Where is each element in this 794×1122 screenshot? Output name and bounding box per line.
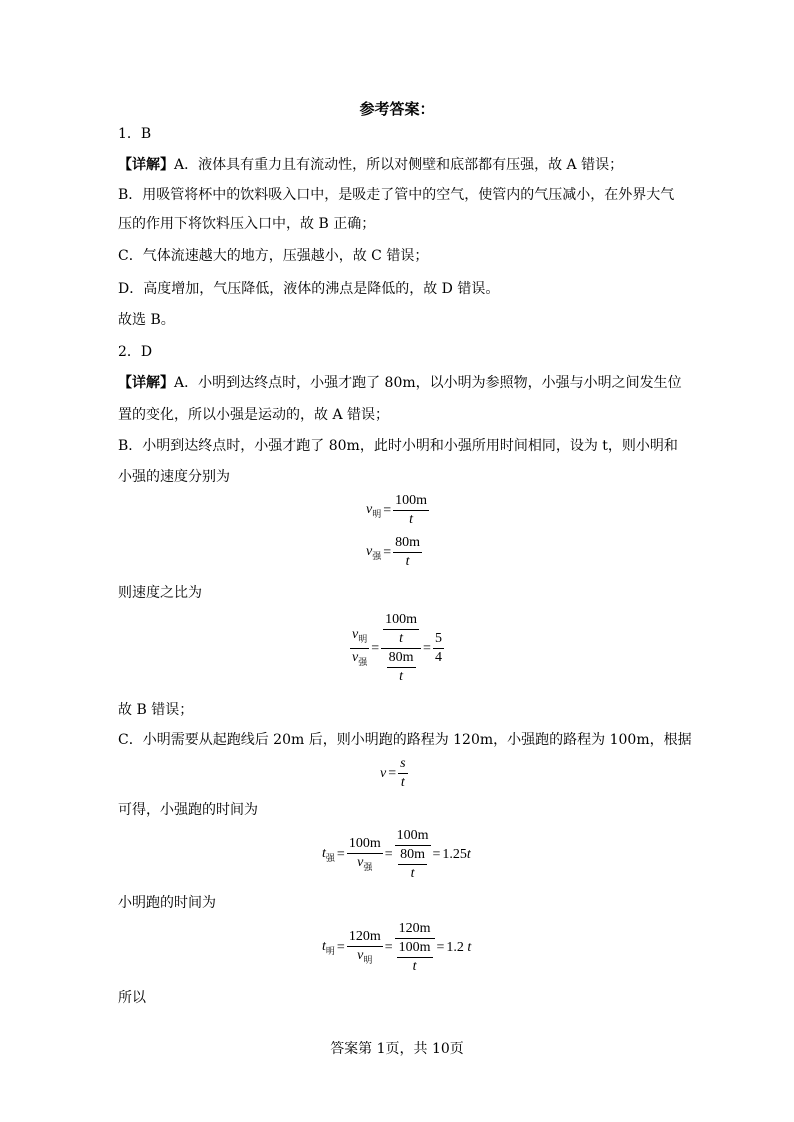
q2-line-a1: 【详解】A．小明到达终点时，小强才跑了 80m，以小明为参照物，小强与小明之间发生位 — [118, 375, 682, 391]
q2-ratio-intro: 则速度之比为 — [118, 585, 202, 601]
q1-line-a: 【详解】A．液体具有重力且有流动性，所以对侧壁和底部都有压强，故 A 错误； — [118, 157, 624, 173]
q2-so: 所以 — [118, 990, 146, 1006]
formula-v-qiang: $v_强$ = $\frac{80m}{t}$ — [366, 535, 421, 569]
q2-b-conclusion: 故 B 错误； — [118, 702, 194, 718]
q1-line-b1: B．用吸管将杯中的饮料吸入口中，是吸走了管中的空气，使管内的气压减小，在外界大气 — [118, 187, 675, 203]
q2-line-a2: 置的变化，所以小强是运动的，故 A 错误； — [118, 407, 390, 423]
q1-number: 1．B — [118, 126, 152, 142]
q2-line-b2: 小强的速度分别为 — [118, 469, 230, 485]
formula-t-ming: $t_明$ = $\frac{120m}{v_明}$ = $\frac{120m}{\frac{100m}{t}}$ = 1.2 t — [322, 921, 472, 974]
page-footer: 答案第 1页，共 10页 — [330, 1041, 464, 1057]
q1-line-b2: 压的作用下将饮料压入口中，故 B 正确； — [118, 216, 376, 232]
q1-conclusion: 故选 B。 — [118, 312, 175, 328]
detail-tag: 【详解】 — [118, 375, 174, 391]
q2-c-ming-time: 小明跑的时间为 — [118, 895, 216, 911]
q2-c-get: 可得，小强跑的时间为 — [118, 802, 258, 818]
formula-speed-ratio: $\frac{v_明}{v_强}$ = $\frac{\frac{100m}{t}}{\frac{80m}{t}}$ = $\frac{5}{4}$ — [352, 612, 442, 684]
formula-t-qiang: $t_强$ = $\frac{100m}{v_强}$ = $\frac{100m}{\frac{80m}{t}}$ = 1.25t — [322, 828, 471, 881]
page-title: 参考答案： — [359, 100, 435, 118]
q2-line-c1: C．小明需要从起跑线后 20m 后，则小明跑的路程为 120m，小强跑的路程为 100m，根据 — [118, 732, 692, 748]
q2-line-b1: B．小明到达终点时，小强才跑了 80m，此时小明和小强所用时间相同，设为 t，则小明和 — [118, 438, 678, 454]
formula-v-s-t: v = $\frac{s}{t}$ — [380, 756, 406, 790]
q1-line-c: C．气体流速越大的地方，压强越小，故 C 错误； — [118, 248, 429, 264]
q1-line-d: D．高度增加，气压降低，液体的沸点是降低的，故 D 错误。 — [118, 281, 500, 297]
q2-number: 2．D — [118, 344, 153, 360]
formula-v-ming: $v_明$ = $\frac{100m}{t}$ — [366, 493, 428, 527]
detail-tag: 【详解】 — [118, 157, 174, 173]
